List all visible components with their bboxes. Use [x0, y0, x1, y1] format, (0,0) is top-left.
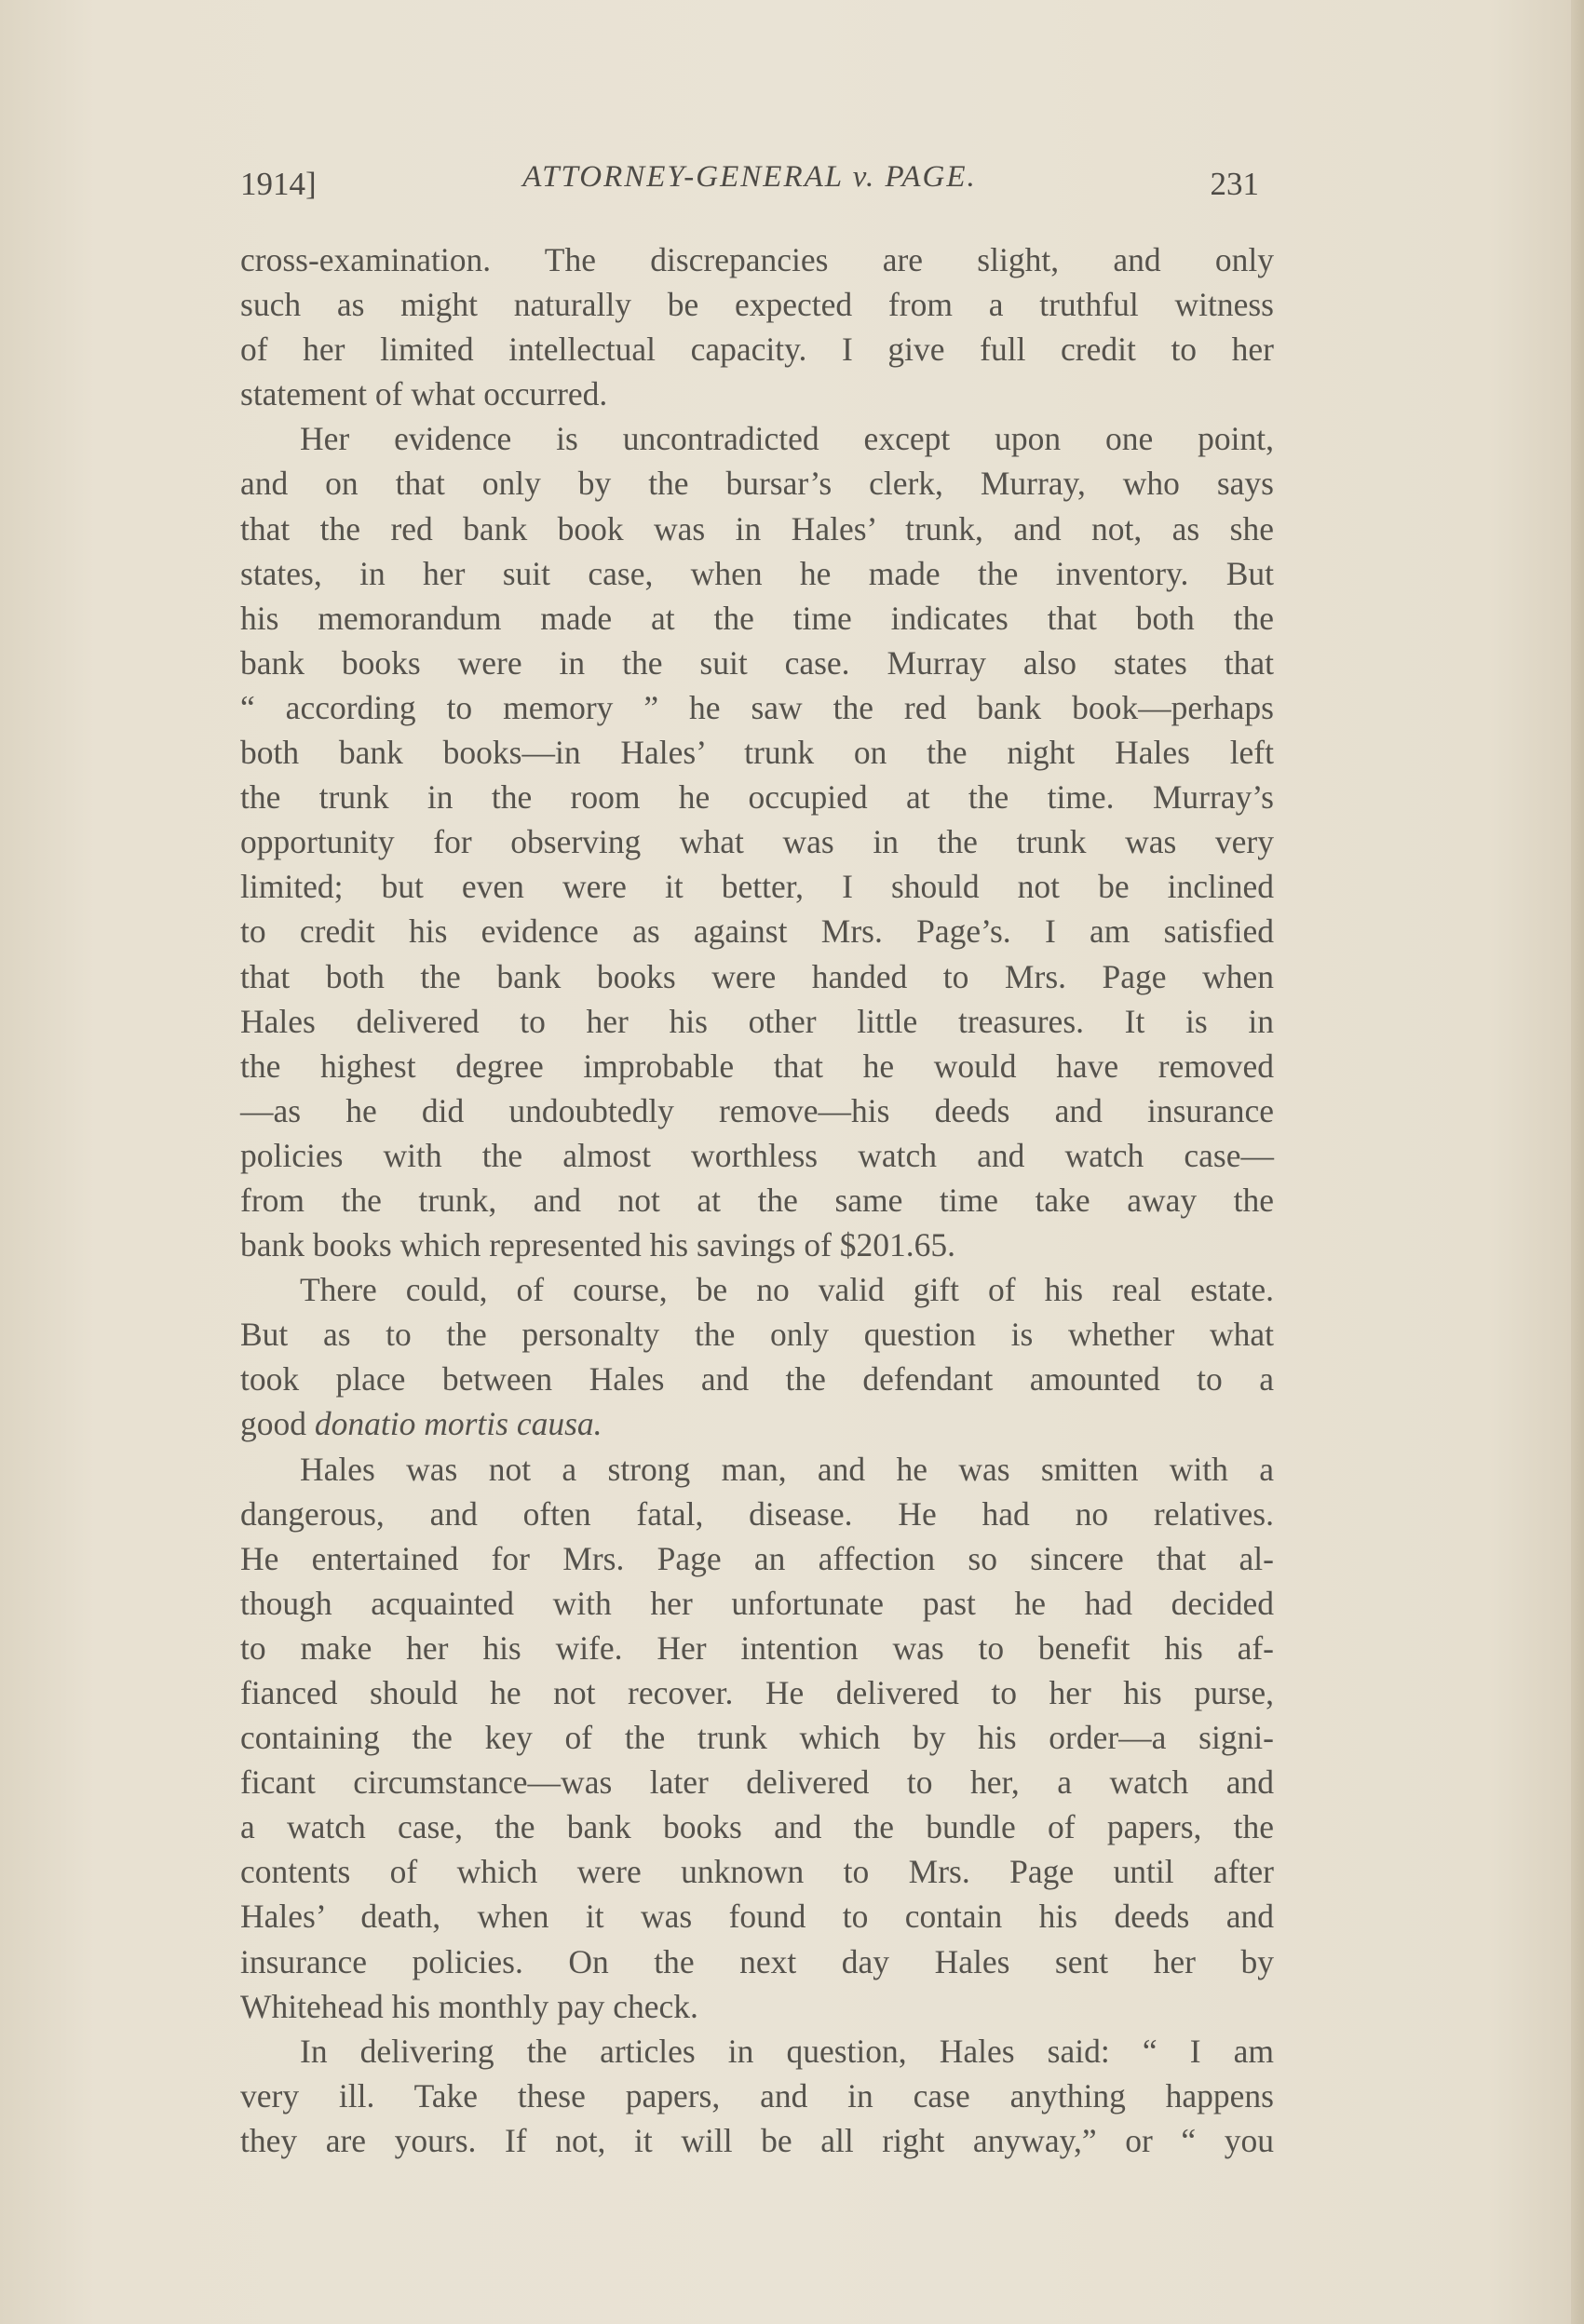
text-line: to make her his wife. Her intention was to benefit his af- [240, 1628, 1274, 1667]
text-line: to credit his evidence as against Mrs. Page’s. I am satisfied [240, 912, 1274, 951]
text-line: Hales delivered to her his other little treasures. It is in [240, 1002, 1274, 1040]
text-line: In delivering the articles in question, Hales said: “ I am [300, 2032, 1274, 2070]
text-line: of her limited intellectual capacity. I give full credit to her [240, 331, 1274, 369]
text-line: such as might naturally be expected from a truthful witness [240, 286, 1274, 324]
italic-phrase: donatio mortis causa. [314, 1405, 602, 1443]
text-line: —as he did undoubtedly remove—his deeds and insurance [240, 1091, 1274, 1129]
body-text [240, 237, 1274, 2163]
text-line: dangerous, and often fatal, disease. He had no relatives. [240, 1494, 1274, 1533]
text-line: opportunity for observing what was in the trunk was very [240, 823, 1274, 861]
text-line: There could, of course, be no valid gift of his real estate. [300, 1271, 1274, 1309]
text-line: cross-examination. The discrepancies are slight, and only [240, 241, 1274, 278]
text-line: containing the key of the trunk which by his order—a signi- [240, 1719, 1274, 1757]
text-line: that the red bank book was in Hales’ trunk, and not, as she [240, 509, 1274, 547]
text-line: from the trunk, and not at the same time take away the [240, 1181, 1274, 1219]
text-line: bank books which represented his savings of $201.65. [240, 1226, 956, 1264]
text-line: contents of which were unknown to Mrs. Page until after [240, 1853, 1274, 1891]
text-line: and on that only by the bursar’s clerk, Murray, who says [240, 465, 1274, 503]
text-line: Whitehead his monthly pay check. [240, 1987, 698, 2025]
header-year: 1914] [240, 166, 317, 202]
text-line: But as to the personalty the only question is whether what [240, 1316, 1274, 1354]
text-line: limited; but even were it better, I should not be inclined [240, 868, 1274, 906]
text-line: took place between Hales and the defendant amounted to a [240, 1360, 1274, 1398]
text-line: ficant circumstance—was later delivered to her, a watch and [240, 1763, 1274, 1802]
text-line: states, in her suit case, when he made the inventory. But [240, 554, 1274, 592]
text-line: that both the bank books were handed to Mrs. Page when [240, 957, 1274, 995]
text-line: his memorandum made at the time indicates that both the [240, 599, 1274, 637]
text-line: fianced should he not recover. He delivered to her his purse, [240, 1674, 1274, 1711]
text-line: policies with the almost worthless watch and watch case— [240, 1136, 1274, 1174]
text-line: the trunk in the room he occupied at the time. Murray’s [240, 778, 1274, 817]
text-line: “ according to memory ” he saw the red bank book—perhaps [240, 688, 1274, 726]
text-line [240, 1401, 1274, 1446]
text-segment: good [240, 1405, 315, 1443]
text-line: both bank books—in Hales’ trunk on the night Hales left [240, 734, 1274, 772]
text-line: bank books were in the suit case. Murray also states that [240, 643, 1274, 682]
text-line: a watch case, the bank books and the bundle of papers, the [240, 1808, 1274, 1846]
page-number: 231 [1210, 166, 1259, 202]
text-line: Her evidence is uncontradicted except upon one point, [300, 420, 1274, 458]
header-title: ATTORNEY-GENERAL v. PAGE. [522, 160, 977, 194]
text-line: though acquainted with her unfortunate past he had decided [240, 1584, 1274, 1622]
running-header [240, 160, 1259, 207]
text-line: they are yours. If not, it will be all right anyway,” or “ you [240, 2121, 1274, 2159]
page-edge [1571, 0, 1584, 2324]
text-line: statement of what occurred. [240, 375, 608, 413]
text-line: insurance policies. On the next day Hales sent her by [240, 1942, 1274, 1980]
text-line: the highest degree improbable that he would have removed [240, 1047, 1274, 1085]
text-line: very ill. Take these papers, and in case anything happens [240, 2076, 1274, 2115]
text-line: Hales’ death, when it was found to contain his deeds and [240, 1898, 1274, 1936]
text-line: He entertained for Mrs. Page an affection so sincere that al- [240, 1539, 1274, 1577]
text-line: Hales was not a strong man, and he was smitten with a [300, 1450, 1274, 1488]
